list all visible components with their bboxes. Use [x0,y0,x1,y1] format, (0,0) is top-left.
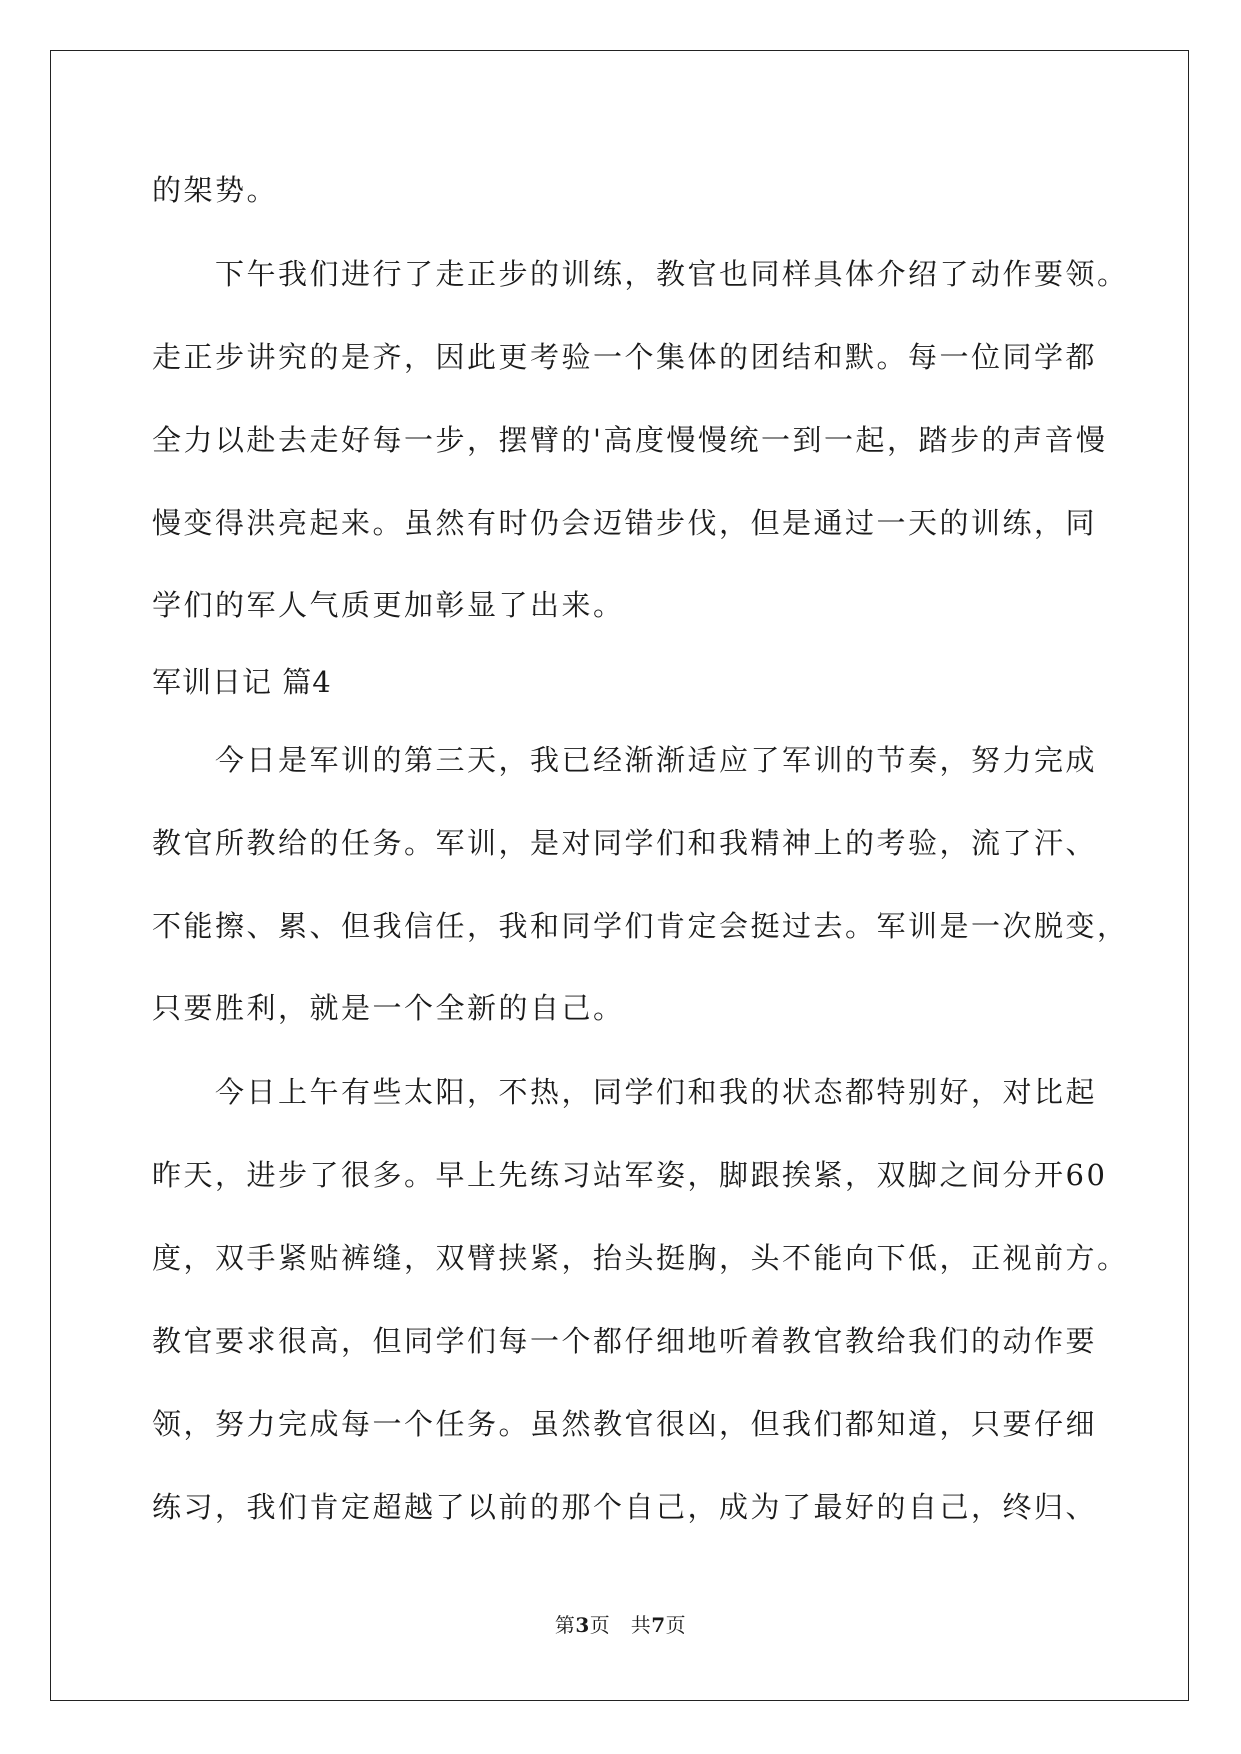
text-line: 的架势。 [152,173,279,207]
text-line: 只要胜利，就是一个全新的自己。 [152,991,625,1025]
text-line: 学们的军人气质更加彰显了出来。 [152,588,625,622]
page-prefix: 第 [554,1613,576,1637]
page-number-footer [0,1613,1241,1637]
text-line: 教官所教给的任务。军训，是对同学们和我精神上的考验，流了汗、 [152,826,1098,860]
text-line: 全力以赴去走好每一步，摆臂的'高度慢慢统一到一起，踏步的声音慢 [152,423,1108,457]
text-line: 下午我们进行了走正步的训练，教官也同样具体介绍了动作要领。 [152,257,1129,291]
page-suffix: 页 [665,1613,687,1637]
text-line: 练习，我们肯定超越了以前的那个自己，成为了最好的自己，终归、 [152,1490,1098,1524]
text-line: 今日上午有些太阳，不热，同学们和我的状态都特别好，对比起 [152,1075,1098,1109]
text-line: 走正步讲究的是齐，因此更考验一个集体的团结和默。每一位同学都 [152,340,1098,374]
text-line: 不能擦、累、但我信任，我和同学们肯定会挺过去。军训是一次脱变， [152,909,1129,943]
text-line: 昨天，进步了很多。早上先练习站军姿，脚跟挨紧，双脚之间分开60 [152,1158,1108,1192]
section-heading: 军训日记 篇4 [152,665,332,699]
text-line: 领，努力完成每一个任务。虽然教官很凶，但我们都知道，只要仔细 [152,1407,1098,1441]
total-page-number: 7 [651,1613,666,1637]
text-line: 慢变得洪亮起来。虽然有时仍会迈错步伐，但是通过一天的训练，同 [152,506,1098,540]
text-line: 今日是军训的第三天，我已经渐渐适应了军训的节奏，努力完成 [152,743,1098,777]
page-border [50,50,1189,1701]
page-separator: 页 共 [589,1613,652,1637]
text-line: 教官要求很高，但同学们每一个都仔细地听着教官教给我们的动作要 [152,1324,1098,1358]
current-page-number: 3 [575,1613,590,1637]
text-line: 度，双手紧贴裤缝，双臂挟紧，抬头挺胸，头不能向下低，正视前方。 [152,1241,1129,1275]
